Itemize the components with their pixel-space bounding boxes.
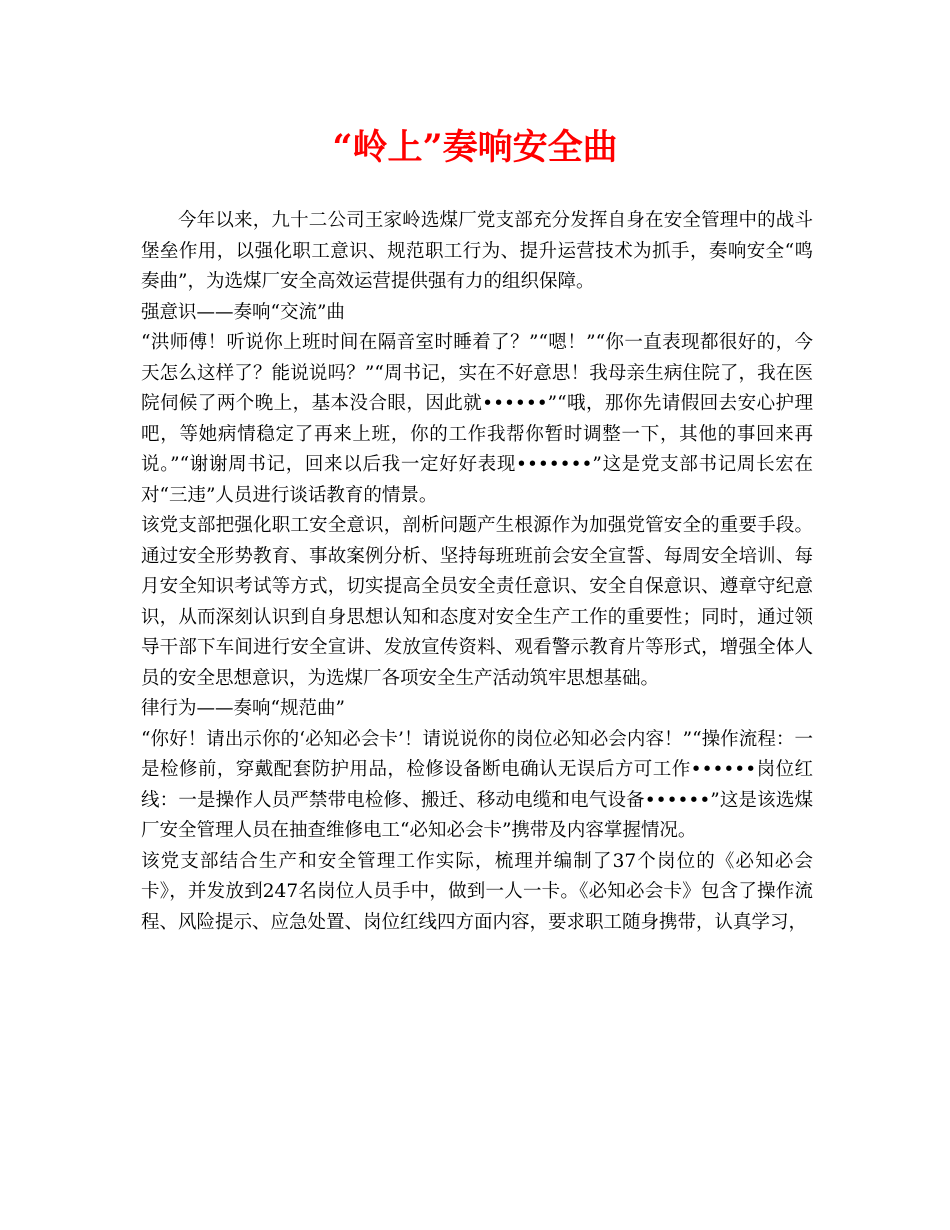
section-heading-behavior: 律行为——奏响“规范曲” [141, 698, 345, 719]
body-paragraph-cards: 该党支部结合生产和安全管理工作实际，梳理并编制了37个岗位的《必知必会卡》，并发放到247名岗位人员手中，做到一人一卡。《必知必会卡》包含了操作流程、风险提示、应急处置、岗位红线四方面内容，要求职工随身携带，认真学习， [141, 850, 813, 933]
body-paragraph-awareness: 该党支部把强化职工安全意识，剖析问题产生根源作为加强党管安全的重要手段。通过安全形势教育、事故案例分析、坚持每班班前会安全宣誓、每周安全培训、每月安全知识考试等方式，切实提高全员安全责任意识、安全自保意识、遵章守纪意识，从而深刻认识到自身思想认知和态度对安全生产工作的重要性；同时，通过领导干部下车间进行安全宣讲、发放宣传资料、观看警示教育片等形式，增强全体人员的安全思想意识，为选煤厂各项安全生产活动筑牢思想基础。 [141, 515, 813, 689]
intro-paragraph: 今年以来，九十二公司王家岭选煤厂党支部充分发挥自身在安全管理中的战斗堡垒作用，以强化职工意识、规范职工行为、提升运营技术为抓手，奏响安全“鸣奏曲”，为选煤厂安全高效运营提供强有力的组织保障。 [141, 210, 813, 292]
dialogue-paragraph-1: “洪师傅！听说你上班时间在隔音室时睡着了？”“嗯！”“你一直表现都很好的，今天怎么这样了？能说说吗？”“周书记，实在不好意思！我母亲生病住院了，我在医院伺候了两个晚上，基本没合眼，因此就••••••”“哦，那你先请假回去安心护理吧，等她病情稳定了再来上班，你的工作我帮你暂时调整一下，其他的事回来再说。”“谢谢周书记，回来以后我一定好好表现•••••••”这是党支部书记周长宏在对“三违”人员进行谈话教育的情景。 [141, 332, 813, 506]
dialogue-paragraph-2: “你好！请出示你的‘必知必会卡’！请说说你的岗位必知必会内容！”“操作流程：一是检修前，穿戴配套防护用品，检修设备断电确认无误后方可工作••••••岗位红线：一是操作人员严禁带电检修、搬迁、移动电缆和电气设备••••••”这是该选煤厂安全管理人员在抽查维修电工“必知必会卡”携带及内容掌握情况。 [141, 728, 813, 841]
section-heading-awareness: 强意识——奏响“交流”曲 [141, 301, 345, 323]
document-body [141, 206, 813, 938]
document-title: “岭上”奏响安全曲 [332, 127, 618, 168]
